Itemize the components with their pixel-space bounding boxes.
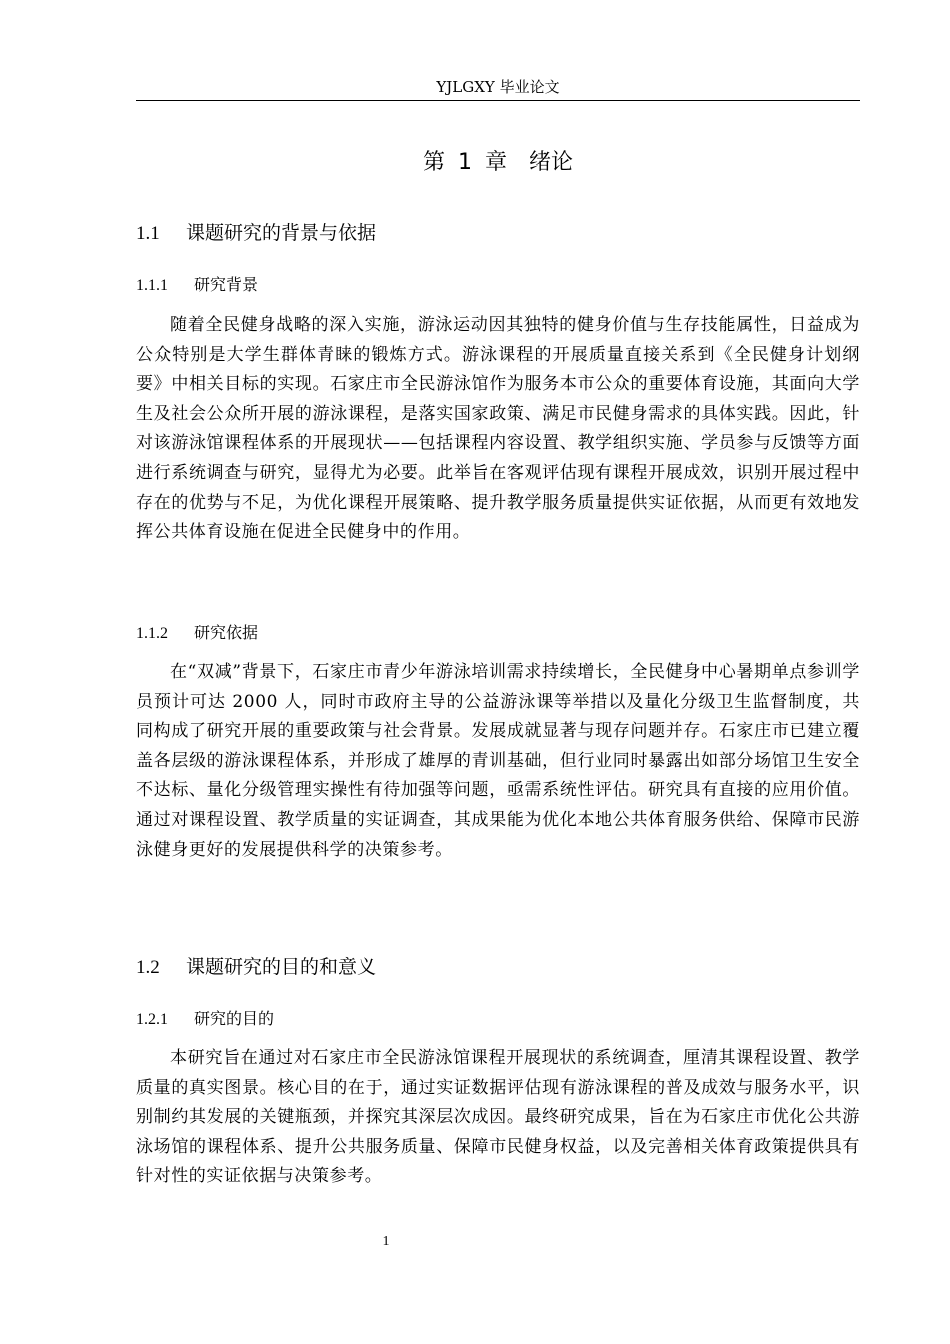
chapter-title: 第 1 章 绪论 [423, 150, 573, 175]
section-heading-1-1 [136, 219, 376, 248]
page-header: YJLGXY 毕业论文 [436, 78, 560, 96]
paragraph-research-background: 随着全民健身战略的深入实施，游泳运动因其独特的健身价值与生存技能属性，日益成为公众特别是大学生群体青睐的锻炼方式。游泳课程的开展质量直接关系到《全民健身计划纲要》中相关目标的实现。石家庄市全民游泳馆作为服务本市公众的重要体育设施，其面向大学生及社会公众所开展的游泳课程，是落实国家政策、满足市民健身需求的具体实践。因此，针对该游泳馆课程体系的开展现状——包括课程内容设置、教学组织实施、学员参与反馈等方面进行系统调查与研究，显得尤为必要。此举旨在客观评估现有课程开展成效，识别开展过程中存在的优势与不足，为优化课程开展策略、提升教学服务质量提供实证依据，从而更有效地发挥公共体育设施在促进全民健身中的作用。 [136, 315, 860, 543]
subsection-title: 研究背景 [194, 275, 259, 294]
subsection-heading-1-2-1 [136, 1007, 274, 1032]
section-number: 1.1 [136, 223, 160, 244]
subsection-number: 1.1.2 [136, 625, 168, 642]
paragraph-research-purpose: 本研究旨在通过对石家庄市全民游泳馆课程开展现状的系统调查，厘清其课程设置、教学质量的真实图景。核心目的在于，通过实证数据评估现有游泳课程的普及成效与服务水平，识别制约其发展的关键瓶颈，并探究其深层次成因。最终研究成果，旨在为石家庄市优化公共游泳场馆的课程体系、提升公共服务质量、保障市民健身权益，以及完善相关体育政策提供具有针对性的实证依据与决策参考。 [136, 1048, 860, 1187]
subsection-heading-1-1-1 [136, 273, 258, 298]
section-heading-1-2 [136, 953, 376, 982]
subsection-heading-1-1-2 [136, 621, 258, 646]
paragraph-research-basis: 在“双减”背景下，石家庄市青少年游泳培训需求持续增长，全民健身中心暑期单点参训学员预计可达 2000 人，同时市政府主导的公益游泳课等举措以及量化分级卫生监督制度，共同构成了研究开展的重要政策与社会背景。发展成就显著与现存问题并存。石家庄市已建立覆盖各层级的游泳课程体系，并形成了雄厚的青训基础，但行业同时暴露出如部分场馆卫生安全不达标、量化分级管理实操性有待加强等问题，亟需系统性评估。研究具有直接的应用价值。通过对课程设置、教学质量的实证调查，其成果能为优化本地公共体育服务供给、保障市民游泳健身更好的发展提供科学的决策参考。 [136, 662, 860, 860]
subsection-number: 1.2.1 [136, 1011, 168, 1028]
section-title: 课题研究的背景与依据 [186, 222, 377, 244]
subsection-title: 研究的目的 [194, 1009, 275, 1028]
section-number: 1.2 [136, 957, 160, 978]
subsection-number: 1.1.1 [136, 277, 168, 294]
page-number: 1 [382, 1234, 390, 1249]
header-divider [136, 100, 860, 101]
section-title: 课题研究的目的和意义 [186, 956, 377, 978]
subsection-title: 研究依据 [194, 623, 259, 642]
